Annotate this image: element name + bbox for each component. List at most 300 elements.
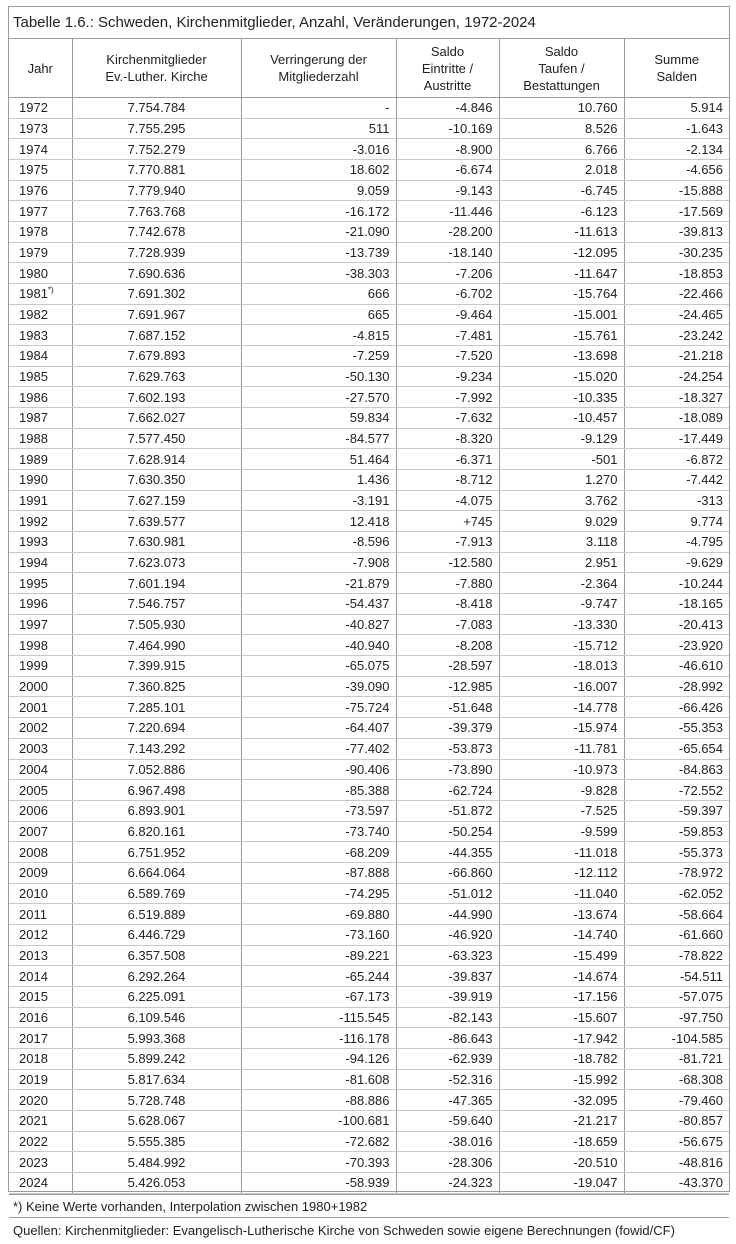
cell-year: [9, 1069, 72, 1090]
cell-saldo-taufen: [499, 904, 624, 925]
cell-saldo-taufen: [499, 1152, 624, 1173]
cell-summe: [624, 842, 729, 863]
source-note: Quellen: Kirchenmitglieder: Evangelisch-Lutherische Kirche von Schweden sowie eigene Berechnungen (fowid/CF): [13, 1222, 675, 1238]
cell-value: -62.724: [448, 782, 493, 798]
cell-value: -7.632: [455, 410, 493, 426]
cell-saldo-taufen: [499, 242, 624, 263]
cell-saldo-taufen: [499, 98, 624, 119]
cell-value: 2022: [19, 1133, 48, 1149]
cell-value: 2013: [19, 947, 48, 963]
cell-year: [9, 1172, 72, 1193]
cell-value: -18.089: [678, 410, 723, 426]
cell-value: -8.596: [352, 534, 390, 550]
cell-saldo-taufen: [499, 883, 624, 904]
cell-value: -39.919: [448, 989, 493, 1005]
cell-value: 7.623.073: [127, 555, 186, 571]
cell-members: [72, 842, 241, 863]
cell-value: -21.090: [345, 224, 390, 240]
cell-value: -73.740: [345, 823, 390, 839]
cell-value: -9.828: [580, 782, 618, 798]
cell-saldo-taufen: [499, 780, 624, 801]
table-row: [9, 1172, 729, 1193]
cell-value: -72.552: [678, 782, 723, 798]
cell-value: 5.914: [690, 100, 723, 116]
cell-members: [72, 428, 241, 449]
cell-value: -8.900: [455, 141, 493, 157]
cell-value: -10.457: [573, 410, 618, 426]
cell-value: -14.778: [573, 699, 618, 715]
cell-value: -17.449: [678, 431, 723, 447]
cell-year: [9, 800, 72, 821]
cell-value: -10.244: [678, 575, 723, 591]
cell-change: [241, 1131, 396, 1152]
cell-year: [9, 986, 72, 1007]
cell-value: -44.990: [448, 906, 493, 922]
table-body: [9, 98, 729, 1194]
cell-value: -21.218: [678, 348, 723, 364]
cell-change: [241, 635, 396, 656]
cell-value: 2016: [19, 1009, 48, 1025]
cell-value: -4.075: [455, 493, 493, 509]
table-row: [9, 263, 729, 284]
cell-summe: [624, 759, 729, 780]
cell-value: 1997: [19, 617, 48, 633]
cell-value: -13.739: [345, 245, 390, 261]
cell-value: -18.782: [573, 1051, 618, 1067]
cell-change: [241, 366, 396, 387]
cell-members: [72, 904, 241, 925]
cell-value: 2008: [19, 844, 48, 860]
cell-members: [72, 263, 241, 284]
cell-value: -15.607: [573, 1009, 618, 1025]
cell-value: 7.627.159: [127, 493, 186, 509]
cell-year: [9, 201, 72, 222]
cell-value: -94.126: [345, 1051, 390, 1067]
cell-members: [72, 1048, 241, 1069]
cell-value: -77.402: [345, 741, 390, 757]
cell-value: 5.555.385: [127, 1133, 186, 1149]
cell-value: -81.721: [678, 1051, 723, 1067]
header-saldo-taufen: [499, 39, 624, 98]
table-row: [9, 160, 729, 181]
cell-value: -64.407: [345, 720, 390, 736]
cell-change: [241, 160, 396, 181]
cell-change: [241, 1152, 396, 1173]
cell-value: 666: [367, 286, 390, 302]
cell-value: -7.880: [455, 575, 493, 591]
cell-change: [241, 924, 396, 945]
cell-saldo-taufen: [499, 676, 624, 697]
cell-value: -7.206: [455, 265, 493, 281]
cell-value: 1.270: [584, 472, 618, 488]
table-row: [9, 284, 729, 305]
cell-value: 7.691.967: [127, 307, 186, 323]
table-row: [9, 573, 729, 594]
cell-year: [9, 966, 72, 987]
cell-saldo-taufen: [499, 263, 624, 284]
table-row: [9, 1048, 729, 1069]
cell-value: -4.846: [455, 100, 493, 116]
cell-year: [9, 160, 72, 181]
table-row: [9, 1090, 729, 1111]
cell-members: [72, 594, 241, 615]
header-line: Salden: [656, 69, 697, 84]
cell-value: -12.985: [448, 679, 493, 695]
cell-members: [72, 325, 241, 346]
cell-summe: [624, 594, 729, 615]
cell-year: [9, 1028, 72, 1049]
cell-value: -39.090: [345, 679, 390, 695]
header-mitglieder: [72, 39, 241, 98]
cell-change: [241, 552, 396, 573]
cell-value: -88.886: [345, 1092, 390, 1108]
cell-saldo-eintritte: [396, 656, 499, 677]
cell-change: [241, 242, 396, 263]
table-row: [9, 490, 729, 511]
cell-saldo-eintritte: [396, 408, 499, 429]
cell-value: 1983: [19, 327, 48, 343]
cell-value: -50.254: [448, 823, 493, 839]
cell-change: [241, 862, 396, 883]
cell-value: -47.365: [448, 1092, 493, 1108]
cell-value: 6.519.889: [127, 906, 186, 922]
cell-value: -20.510: [573, 1154, 618, 1170]
cell-members: [72, 449, 241, 470]
cell-year: [9, 449, 72, 470]
cell-year: [9, 387, 72, 408]
cell-value: 7.399.915: [127, 658, 186, 674]
table-row: [9, 780, 729, 801]
cell-saldo-eintritte: [396, 1090, 499, 1111]
cell-value: -28.992: [678, 679, 723, 695]
cell-value: -6.123: [580, 203, 618, 219]
cell-value: -73.160: [345, 927, 390, 943]
cell-saldo-eintritte: [396, 573, 499, 594]
cell-year: [9, 98, 72, 119]
cell-value: -11.018: [574, 844, 618, 860]
cell-value: 10.760: [577, 100, 618, 116]
cell-summe: [624, 304, 729, 325]
cell-change: [241, 325, 396, 346]
cell-value: -65.075: [345, 658, 390, 674]
cell-saldo-taufen: [499, 1172, 624, 1193]
table-row: [9, 552, 729, 573]
cell-value: -15.761: [573, 327, 618, 343]
cell-value: -14.674: [573, 968, 618, 984]
cell-value: -50.130: [345, 369, 390, 385]
cell-saldo-eintritte: [396, 780, 499, 801]
cell-change: [241, 966, 396, 987]
cell-value: -7.442: [686, 472, 723, 488]
cell-saldo-taufen: [499, 1090, 624, 1111]
cell-year: [9, 862, 72, 883]
cell-saldo-taufen: [499, 1069, 624, 1090]
cell-saldo-taufen: [499, 222, 624, 243]
cell-members: [72, 697, 241, 718]
cell-saldo-eintritte: [396, 552, 499, 573]
cell-members: [72, 986, 241, 1007]
cell-value: 9.774: [690, 513, 723, 529]
cell-value: 7.601.194: [127, 575, 186, 591]
cell-value: -51.648: [448, 699, 493, 715]
cell-value: -9.599: [580, 823, 618, 839]
cell-value: -11.647: [574, 265, 618, 281]
cell-value: 1972: [19, 100, 48, 116]
cell-summe: [624, 883, 729, 904]
cell-value: -8.712: [455, 472, 493, 488]
cell-members: [72, 284, 241, 305]
cell-members: [72, 1152, 241, 1173]
cell-change: [241, 263, 396, 284]
cell-saldo-taufen: [499, 800, 624, 821]
cell-value: 6.664.064: [127, 865, 186, 881]
cell-value: -18.165: [678, 596, 723, 612]
cell-summe: [624, 986, 729, 1007]
cell-value: 51.464: [349, 451, 390, 467]
cell-value: 1989: [19, 451, 48, 467]
cell-saldo-taufen: [499, 986, 624, 1007]
cell-saldo-eintritte: [396, 470, 499, 491]
cell-value: 7.755.295: [127, 121, 186, 136]
cell-value: -11.781: [574, 741, 618, 757]
cell-saldo-taufen: [499, 325, 624, 346]
cell-members: [72, 780, 241, 801]
cell-value: 2.018: [584, 162, 618, 178]
cell-value: -10.335: [573, 389, 618, 405]
cell-saldo-taufen: [499, 924, 624, 945]
cell-value: 2003: [19, 741, 48, 757]
cell-saldo-eintritte: [396, 1131, 499, 1152]
header-verringerung: [241, 39, 396, 98]
cell-value: -66.426: [678, 699, 723, 715]
cell-saldo-eintritte: [396, 842, 499, 863]
cell-summe: [624, 408, 729, 429]
cell-value: -30.235: [678, 245, 723, 261]
cell-change: [241, 1028, 396, 1049]
cell-value: -9.143: [455, 183, 493, 199]
cell-value: 6.751.952: [127, 844, 186, 860]
table-row: [9, 945, 729, 966]
cell-saldo-eintritte: [396, 346, 499, 367]
cell-change: [241, 1172, 396, 1193]
cell-value: -59.853: [678, 823, 723, 839]
cell-summe: [624, 1131, 729, 1152]
cell-summe: [624, 552, 729, 573]
cell-members: [72, 924, 241, 945]
cell-summe: [624, 366, 729, 387]
cell-value: 2004: [19, 761, 48, 777]
cell-value: -8.208: [455, 637, 493, 653]
table-row: [9, 222, 729, 243]
cell-value: -28.306: [448, 1154, 493, 1170]
cell-value: 1990: [19, 472, 48, 488]
cell-value: -13.674: [573, 906, 618, 922]
cell-value: -82.143: [448, 1009, 493, 1025]
cell-value: 1.436: [356, 472, 390, 488]
cell-members: [72, 945, 241, 966]
cell-summe: [624, 325, 729, 346]
cell-value: -55.373: [678, 844, 723, 860]
cell-members: [72, 862, 241, 883]
cell-value: 7.690.636: [127, 265, 186, 281]
cell-value: -15.888: [678, 183, 723, 199]
cell-members: [72, 222, 241, 243]
cell-year: [9, 780, 72, 801]
cell-value: -8.320: [455, 431, 493, 447]
cell-value: -18.659: [573, 1133, 618, 1149]
cell-year: [9, 635, 72, 656]
cell-summe: [624, 387, 729, 408]
cell-year: [9, 366, 72, 387]
table-row: [9, 904, 729, 925]
cell-saldo-taufen: [499, 304, 624, 325]
cell-summe: [624, 800, 729, 821]
cell-value: 2005: [19, 782, 48, 798]
cell-saldo-taufen: [499, 139, 624, 160]
cell-saldo-eintritte: [396, 697, 499, 718]
cell-change: [241, 1110, 396, 1131]
cell-saldo-taufen: [499, 966, 624, 987]
cell-value: 1992: [19, 513, 48, 529]
cell-change: [241, 1007, 396, 1028]
table-row: [9, 883, 729, 904]
cell-value: 6.357.508: [127, 947, 186, 963]
cell-saldo-eintritte: [396, 511, 499, 532]
cell-value: -14.740: [573, 927, 618, 943]
table-row: [9, 594, 729, 615]
table-row: [9, 180, 729, 201]
cell-summe: [624, 966, 729, 987]
cell-value: 6.820.161: [127, 823, 186, 839]
cell-value: -85.388: [345, 782, 390, 798]
cell-summe: [624, 614, 729, 635]
cell-value: -9.464: [455, 307, 493, 323]
cell-value: -: [385, 100, 390, 116]
cell-value: 12.418: [349, 513, 390, 529]
cell-value: -4.656: [686, 162, 723, 178]
table-row: [9, 118, 729, 139]
cell-value: -6.371: [455, 451, 493, 467]
table-row: [9, 656, 729, 677]
cell-saldo-eintritte: [396, 98, 499, 119]
header-line: Verringerung der: [270, 52, 367, 67]
cell-year: [9, 552, 72, 573]
cell-change: [241, 821, 396, 842]
cell-value: 2021: [19, 1113, 48, 1129]
cell-value: 1974: [19, 141, 48, 157]
table-row: [9, 325, 729, 346]
cell-saldo-taufen: [499, 718, 624, 739]
cell-value: 1982: [19, 307, 48, 323]
cell-saldo-eintritte: [396, 924, 499, 945]
cell-change: [241, 800, 396, 821]
cell-saldo-eintritte: [396, 738, 499, 759]
cell-value: -17.569: [678, 203, 723, 219]
cell-saldo-eintritte: [396, 139, 499, 160]
cell-saldo-eintritte: [396, 532, 499, 553]
cell-saldo-taufen: [499, 945, 624, 966]
cell-summe: [624, 284, 729, 305]
cell-members: [72, 614, 241, 635]
cell-value: 5.993.368: [127, 1030, 186, 1046]
cell-value: -38.303: [345, 265, 390, 281]
header-line: Summe: [654, 52, 700, 67]
cell-year: [9, 304, 72, 325]
cell-summe: [624, 1152, 729, 1173]
cell-value: -55.353: [678, 720, 723, 736]
table-row: [9, 511, 729, 532]
cell-saldo-eintritte: [396, 594, 499, 615]
cell-change: [241, 738, 396, 759]
cell-saldo-eintritte: [396, 387, 499, 408]
cell-members: [72, 800, 241, 821]
cell-members: [72, 1069, 241, 1090]
header-line: Bestattungen: [523, 77, 600, 93]
cell-members: [72, 635, 241, 656]
cell-value: 3.118: [585, 534, 618, 550]
cell-value: -501: [591, 451, 618, 467]
cell-value: 1991: [19, 493, 48, 509]
cell-summe: [624, 1090, 729, 1111]
cell-value: 1995: [19, 575, 48, 591]
cell-value: -28.200: [448, 224, 493, 240]
cell-members: [72, 408, 241, 429]
cell-year: [9, 511, 72, 532]
cell-summe: [624, 1069, 729, 1090]
cell-value: -62.939: [448, 1051, 493, 1067]
cell-value: 7.752.279: [127, 141, 186, 157]
cell-value: -97.750: [678, 1009, 723, 1025]
cell-value: -8.418: [455, 596, 493, 612]
cell-saldo-taufen: [499, 490, 624, 511]
cell-summe: [624, 945, 729, 966]
cell-value: -52.316: [448, 1071, 493, 1087]
cell-saldo-taufen: [499, 284, 624, 305]
cell-value: 7.742.678: [127, 224, 186, 240]
cell-value: 7.779.940: [127, 183, 186, 199]
cell-value: -11.446: [449, 203, 493, 219]
cell-saldo-eintritte: [396, 118, 499, 139]
cell-year: [9, 718, 72, 739]
cell-value: -21.217: [573, 1113, 618, 1129]
cell-value: 6.766: [584, 141, 618, 157]
cell-members: [72, 821, 241, 842]
cell-year: [9, 904, 72, 925]
cell-value: 1985: [19, 369, 48, 385]
cell-saldo-eintritte: [396, 1028, 499, 1049]
cell-value: -79.460: [678, 1092, 723, 1108]
cell-members: [72, 511, 241, 532]
cell-members: [72, 738, 241, 759]
cell-saldo-eintritte: [396, 180, 499, 201]
cell-value: -15.764: [573, 286, 618, 302]
cell-value: -63.323: [448, 947, 493, 963]
cell-members: [72, 366, 241, 387]
cell-value: 5.817.634: [127, 1071, 186, 1087]
cell-saldo-taufen: [499, 160, 624, 181]
cell-summe: [624, 180, 729, 201]
table-row: [9, 800, 729, 821]
cell-value: -78.972: [678, 865, 723, 881]
cell-members: [72, 676, 241, 697]
cell-members: [72, 346, 241, 367]
cell-value: -84.863: [678, 761, 723, 777]
table-row: [9, 408, 729, 429]
cell-value: -15.001: [573, 307, 618, 323]
cell-summe: [624, 718, 729, 739]
cell-saldo-taufen: [499, 656, 624, 677]
cell-value: -3.191: [352, 493, 390, 509]
